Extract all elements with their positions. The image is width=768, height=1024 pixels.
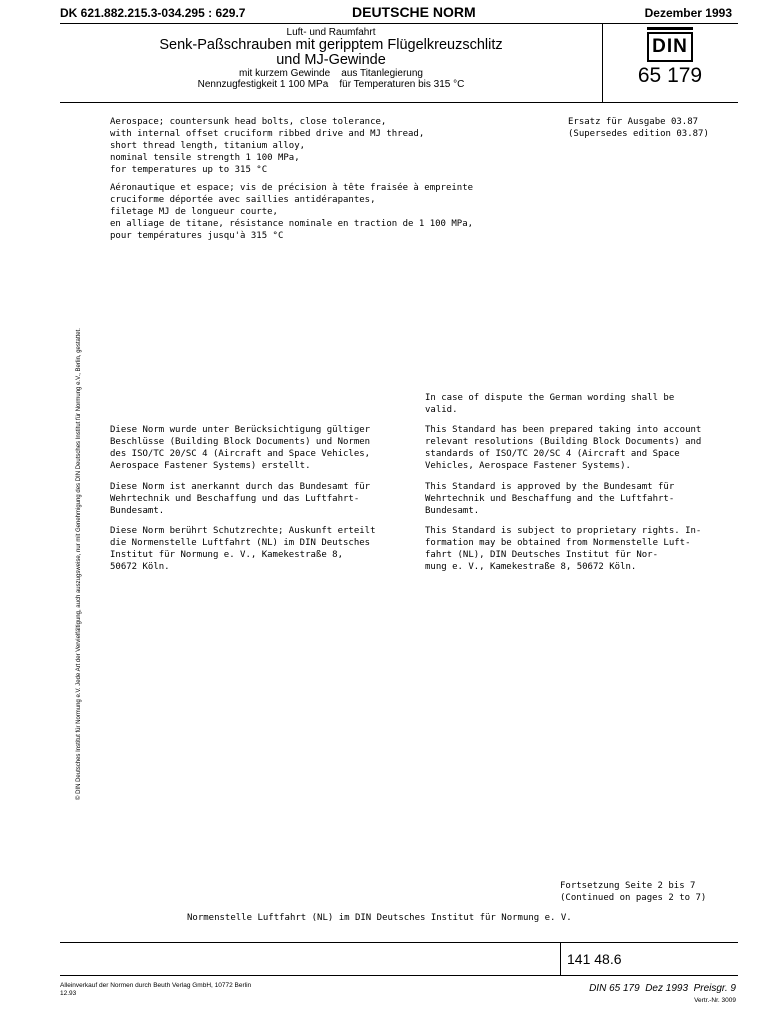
din-logo: DIN: [647, 32, 693, 62]
reference-number: 141 48.6: [560, 943, 738, 975]
document-header: [60, 6, 732, 22]
title-text-area: [60, 24, 603, 102]
continuation-note: Fortsetzung Seite 2 bis 7 (Continued on pages 2 to 7): [560, 881, 707, 903]
copyright-side-note: © DIN Deutsches Institut für Normung e.V. Jede Art der Vervielfältigung, auch auszugsweise, nur mit Genehmigung des DIN Deutsches Institut für Normung e.V., Berlin, gestattet.: [76, 328, 82, 800]
publication-date: Dezember 1993: [644, 6, 732, 20]
german-paragraph-2: Diese Norm ist anerkannt durch das Bundesamt für Wehrtechnik und Beschaffung und das Luftfahrt- Bundesamt.: [110, 482, 371, 516]
din-number: 65 179: [637, 64, 703, 87]
german-paragraph-1: Diese Norm wurde unter Berücksichtigung gültiger Beschlüsse (Building Block Documents) und Normen des ISO/TC 20/SC 4 (Aircraft and Space Vehicles, Aerospace Fastener Systems) erstellt.: [110, 425, 371, 471]
title-line-4: Nennzugfestigkeit 1 100 MPa für Temperaturen bis 315 °C: [197, 79, 465, 90]
french-title: Aéronautique et espace; vis de précision à tête fraisée à empreinte cruciforme déportée avec saillies antidérapantes, filetage MJ de longueur courte, en alliage de titane, résistance nominale en traction de 1 100 MPa, pour températures jusqu'à 315 °C: [110, 183, 474, 241]
english-title: Aerospace; countersunk head bolts, close tolerance, with internal offset cruciform ribbed drive and MJ thread, short thread length, titanium alloy, nominal tensile strength 1 100 MPa, for temperatures up to 315 °C: [110, 117, 425, 175]
german-paragraph-3: Diese Norm berührt Schutzrechte; Auskunft erteilt die Normenstelle Luftfahrt (NL) im DIN Deutsches Institut für Normung e. V., Kamekestraße 8, 50672 Köln.: [110, 526, 376, 572]
standard-type: DEUTSCHE NORM: [352, 4, 476, 20]
english-paragraph-2: This Standard is approved by the Bundesamt für Wehrtechnik und Beschaffung and the Luftfahrt- Bundesamt.: [425, 482, 675, 516]
sales-note: Alleinverkauf der Normen durch Beuth Verlag GmbH, 10772 Berlin 12.93: [60, 982, 252, 997]
replaces-edition: Ersatz für Ausgabe 03.87 (Supersedes edition 03.87): [568, 117, 709, 139]
title-line-1: Senk-Paßschrauben mit geripptem Flügelkreuzschlitz: [159, 37, 503, 53]
dk-classification: DK 621.882.215.3-034.295 : 629.7: [60, 6, 246, 20]
title-line-3: mit kurzem Gewinde aus Titanlegierung: [239, 68, 423, 79]
vertrieb-number: Vertr.-Nr. 3009: [694, 997, 736, 1004]
title-block: [60, 23, 738, 103]
english-paragraph-1: This Standard has been prepared taking into account relevant resolutions (Building Block Documents) and standards of ISO/TC 20/SC 4 (Aircraft and Space Vehicles, Aerospace Fastener Systems).: [425, 425, 702, 471]
document-id: DIN 65 179 Dez 1993 Preisgr. 9: [589, 983, 736, 994]
din-number-area: [602, 24, 738, 102]
title-category: Luft- und Raumfahrt: [286, 27, 376, 38]
english-paragraph-3: This Standard is subject to proprietary rights. In- formation may be obtained from Normenstelle Luft- fahrt (NL), DIN Deutsches Institut für Nor- mung e. V., Kamekestraße 8, 50672 Köln.: [425, 526, 702, 572]
dispute-note: In case of dispute the German wording shall be valid.: [425, 393, 675, 415]
title-line-2: und MJ-Gewinde: [276, 52, 386, 68]
footer-rule-bottom: [60, 975, 738, 976]
committee-name: Normenstelle Luftfahrt (NL) im DIN Deutsches Institut für Normung e. V.: [187, 913, 572, 923]
